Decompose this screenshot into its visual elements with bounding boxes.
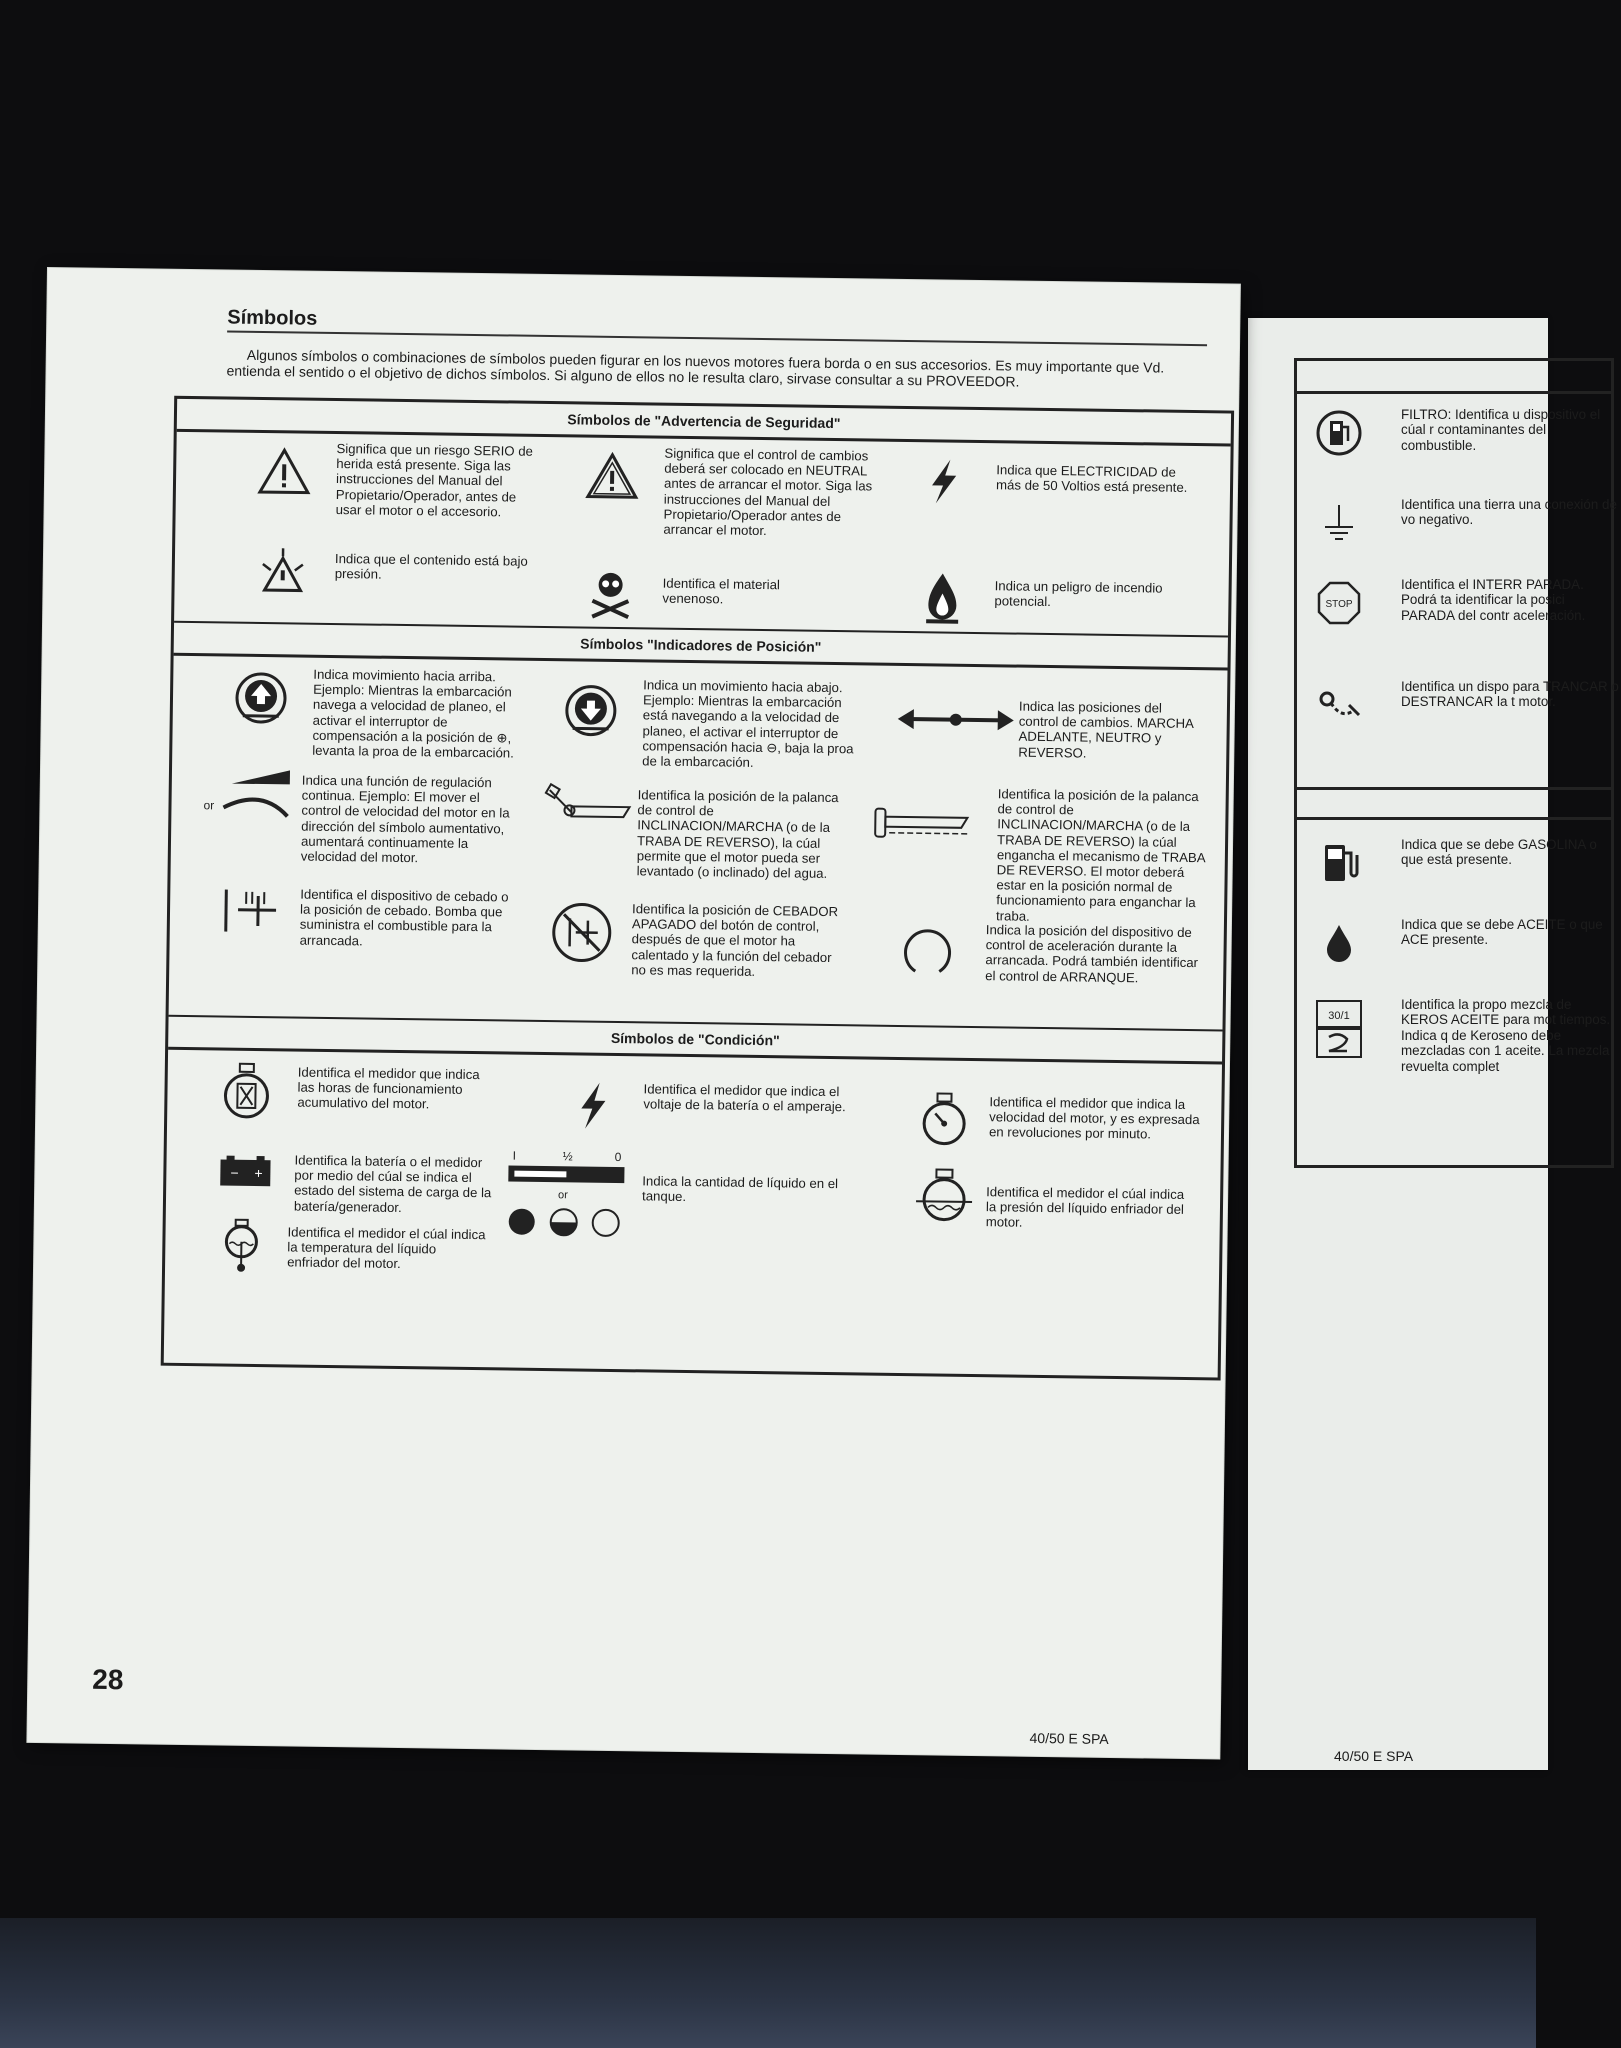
hourmeter-icon: [221, 1062, 272, 1123]
coolant-pressure-icon: [914, 1167, 975, 1224]
symbols-table: [161, 396, 1234, 1381]
safety-item-text: Significa que un riesgo SERIO de herida está presente. Siga las instrucciones del Manual del Propietario/Operador, antes de usar el motor o el accesorio.: [335, 441, 534, 520]
choke-off-icon: [549, 900, 614, 965]
oil-drop-icon: [1313, 917, 1365, 969]
intro-paragraph: Algunos símbolos o combinaciones de símbolos pueden figurar en los nuevos motores fuera borda o en sus accesorios. Es muy importante que Vd. entienda el sentido o el objetivo de dichos símbolos. Si alguno de ellos no le resulta claro, sirvase consultar a su PROVEEDOR.: [226, 346, 1165, 390]
page-title: Símbolos: [227, 307, 321, 331]
footer-code: 40/50 E SPA: [1029, 1729, 1109, 1747]
right-table-header: [1297, 361, 1611, 394]
lightning-icon: [916, 453, 973, 510]
position-item-text: Identifica el dispositivo de cebado o la posición de cebado. Bomba que suministra el combustible para la arrancada.: [299, 886, 509, 949]
arrow-down-circle-icon: [562, 682, 619, 739]
warning-triangle-icon: [256, 444, 313, 501]
start-arc-icon: [899, 927, 956, 978]
right-item-text: Identifica un dispo para TRANCAR o DESTRANCAR la t motor.: [1401, 679, 1619, 710]
svg-text:+: +: [254, 1164, 263, 1182]
voltmeter-icon: [573, 1080, 614, 1131]
stop-icon: [1313, 577, 1365, 629]
title-row: [227, 307, 1207, 351]
position-item-text: Identifica la posición de la palanca de control de INCLINACION/MARCHA (o de la TRABA DE REVERSO), la cúal permite que el motor pueda ser levantado (o inclinado) del agua.: [636, 787, 839, 881]
left-page: [27, 268, 1239, 1758]
safety-item-text: Indica un peligro de incendio potencial.: [994, 578, 1163, 610]
safety-item-text: Indica que ELECTRICIDAD de más de 50 Voltios está presente.: [995, 462, 1188, 496]
position-item-text: Indica las posiciones del control de cambios. MARCHA ADELANTE, NEUTRO y REVERSO.: [1018, 698, 1194, 761]
tachometer-icon: [919, 1091, 970, 1148]
svg-text:I: I: [512, 1148, 517, 1163]
continuous-function-icon: [201, 765, 292, 822]
page-number: 28: [92, 1663, 124, 1696]
right-item-text: Identifica la propo mezcla de KEROS ACEITE para mot tiempos. Indica q de Keroseno debe mezcladas con 1 aceite. La mezcla revuelta complet: [1401, 997, 1611, 1074]
right-item-text: FILTRO: Identifica u dispositivo el cúal r contaminantes del combustible.: [1401, 407, 1601, 453]
ground-icon: [1313, 497, 1365, 549]
svg-text:or: or: [558, 1189, 568, 1202]
condition-item-text: Identifica el medidor el cúal indica la presión del líquido enfriador del motor.: [985, 1184, 1185, 1231]
right-item-text: Indica que se debe GASOLINA o que está presente.: [1401, 837, 1597, 868]
section-heading-condition: Símbolos de "Condición": [168, 1015, 1222, 1065]
section-heading-safety: Símbolos de "Advertencia de Seguridad": [177, 399, 1231, 447]
safety-item-text: Indica que el contenido está bajo presión.: [334, 551, 528, 582]
right-item-text: Identifica una tierra una conexión de vo negativo.: [1401, 497, 1617, 528]
right-page: [1248, 318, 1619, 1770]
arrow-up-circle-icon: [233, 670, 290, 727]
mix-ratio-label: 30/1: [1328, 1010, 1350, 1022]
condition-item-text: Identifica el medidor que indica el voltaje de la batería o el amperaje.: [643, 1081, 846, 1115]
choke-icon: [220, 885, 281, 936]
position-item-text: Indica un movimiento hacia abajo. Ejemplo: Mientras la embarcación está navegando a la velocidad de planeo, el activar el interruptor de compensación hacia ⊖, baja la proa de la embarcación.: [642, 677, 854, 770]
pressure-icon: [254, 546, 311, 603]
safety-item-text: Identifica el material venenoso.: [662, 575, 781, 607]
svg-text:½: ½: [562, 1149, 573, 1164]
background-surface: [0, 1918, 1536, 2048]
section-heading-position: Símbolos "Indicadores de Posición": [174, 621, 1228, 671]
svg-text:STOP: STOP: [1325, 599, 1353, 610]
fuel-level-icon: [505, 1147, 636, 1245]
position-item-text: Indica movimiento hacia arriba. Ejemplo: Mientras la embarcación navega a velocidad de planeo, el activar el interruptor de compensación a la posición de ⊕, levanta la proa de la embarcación.: [312, 666, 514, 761]
condition-item-text: Identifica el medidor que indica la velocidad del motor, y es expresada en revoluciones por minuto.: [988, 1094, 1200, 1142]
skull-crossbones-icon: [582, 564, 639, 621]
svg-text:−: −: [230, 1164, 239, 1181]
flame-icon: [914, 569, 971, 626]
mix-ratio-icon: [1313, 997, 1365, 1061]
svg-text:0: 0: [614, 1149, 622, 1165]
right-table-divider: [1297, 787, 1611, 790]
title-rule: [227, 331, 1207, 347]
battery-icon: [216, 1151, 277, 1192]
double-arrow-icon: [898, 699, 1015, 741]
condition-item-text: Indica la cantidad de líquido en el tanque.: [641, 1173, 839, 1205]
right-footer-code: 40/50 E SPA: [1334, 1748, 1414, 1764]
gas-pump-icon: [1313, 837, 1365, 889]
condition-item-text: Identifica la batería o el medidor por medio del cúal se indica el estado del sistema de carga de la batería/generador.: [293, 1152, 492, 1215]
right-item-text: Indica que se debe ACEITE o que ACE presente.: [1401, 917, 1603, 948]
warning-shift-icon: [584, 449, 641, 506]
right-table-divider: [1297, 817, 1611, 820]
right-item-text: Identifica el INTERR PARADA. Podrá ta identificar la posici PARADA del contr aceleración.: [1401, 577, 1586, 623]
position-item-text: Identifica la posición de la palanca de control de INCLINACION/MARCHA (o de la TRABA DE REVERSO) la cúal engancha el mecanismo de TRABA DE REVERSO. El motor deberá estar en la posición normal de funcionamiento para enganchar la traba.: [995, 786, 1205, 924]
condition-item-text: Identifica el medidor que indica las horas de funcionamiento acumulativo del motor.: [297, 1064, 480, 1112]
lever-lock-icon: [871, 803, 972, 844]
svg-text:or: or: [203, 798, 215, 813]
tether-icon: [1313, 679, 1365, 731]
position-item-text: Indica una función de regulación continua. Ejemplo: El mover el control de velocidad del motor en la dirección del símbolo aumentativo, aumentará continuamente la velocidad del motor.: [300, 772, 510, 866]
control-lever-icon: [543, 782, 634, 827]
position-item-text: Indica la posición del dispositivo de control de aceleración durante la arrancada. Podrá también identificar el control de ARRANQUE.: [985, 922, 1199, 985]
condition-item-text: Identifica el medidor el cúal indica la temperatura del líquido enfriador del motor.: [287, 1224, 486, 1272]
right-symbol-table: [1294, 358, 1619, 1168]
safety-item-text: Significa que el control de cambios deberá ser colocado en NEUTRAL antes de arrancar el motor. Siga las instrucciones del Manual del Propietario/Operador antes de arrancar el motor.: [663, 445, 873, 539]
fuel-filter-icon: [1313, 407, 1365, 459]
position-item-text: Identifica la posición de CEBADOR APAGADO del botón de control, después de que el motor ha calentado y la función del cebador no es mas requerida.: [631, 901, 839, 979]
coolant-temp-icon: [221, 1218, 262, 1275]
